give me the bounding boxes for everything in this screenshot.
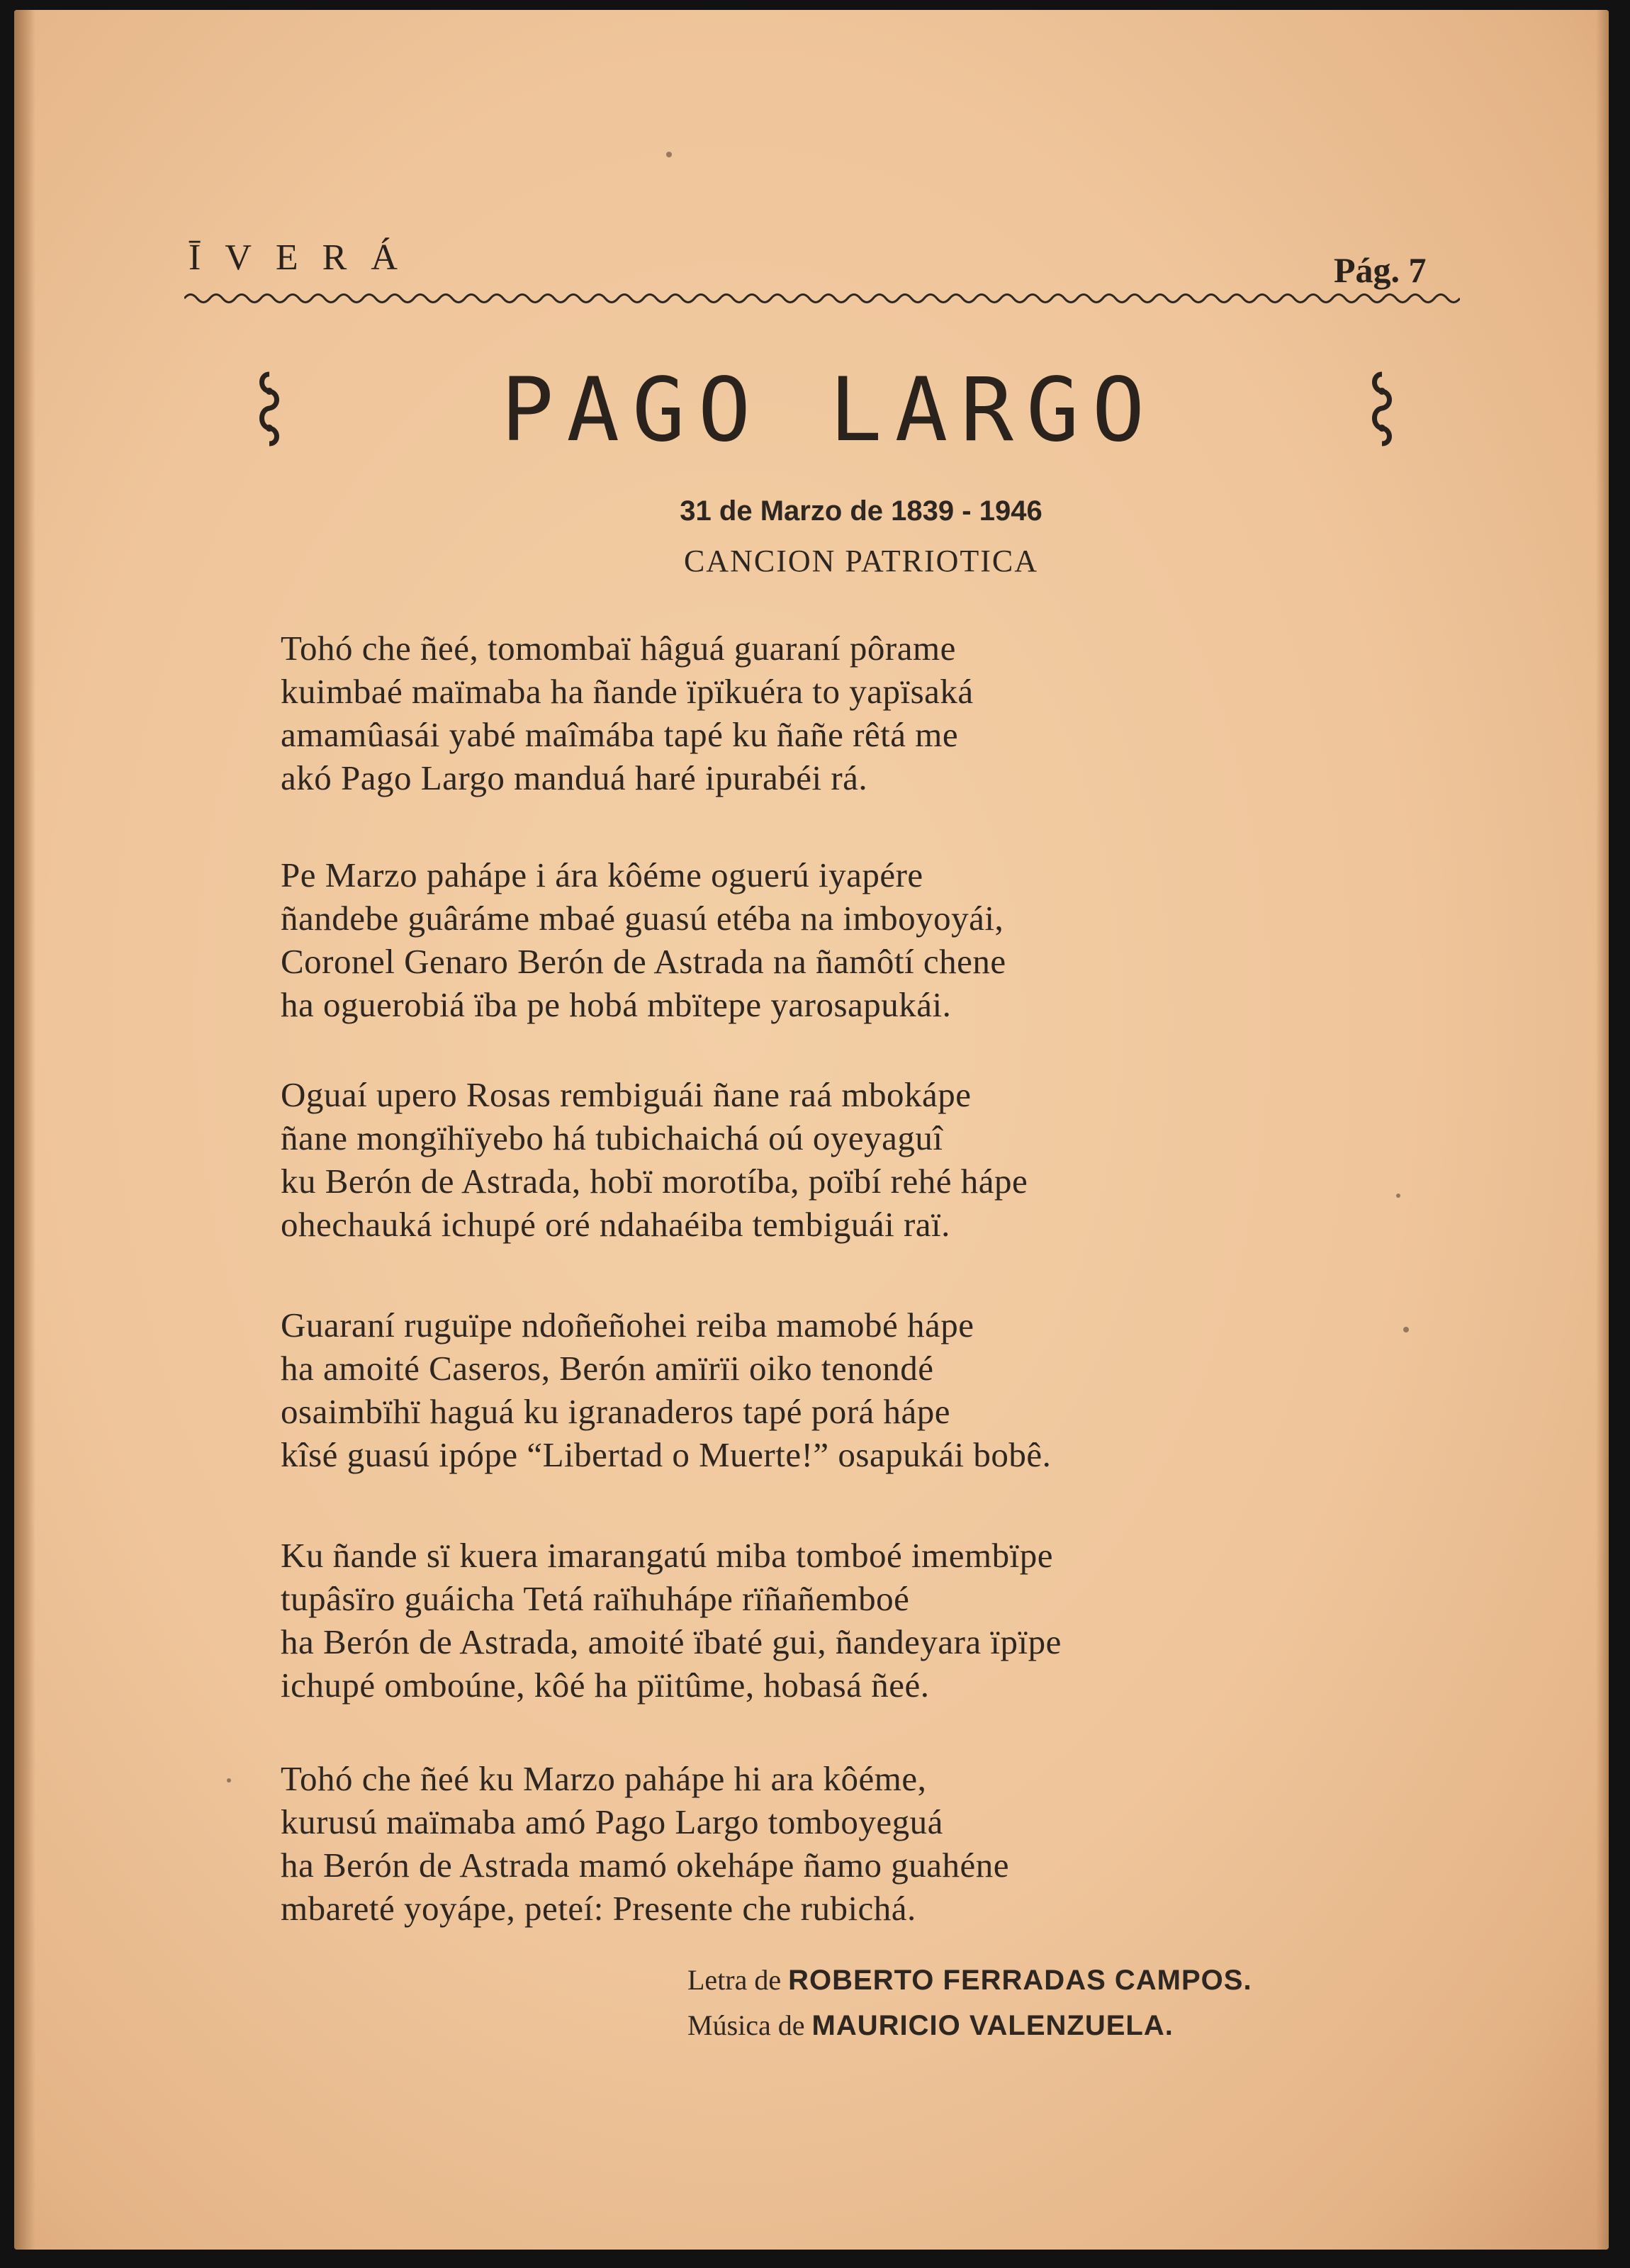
lyrics-credit [687, 1958, 1252, 2003]
verse-line: tupâsïro guáicha Tetá raïhuhápe rïñañemboé [281, 1579, 910, 1618]
verse-line: Pe Marzo paháре i ára kôéme oguerú iyapére [281, 855, 923, 894]
wavy-rule [184, 286, 1460, 310]
date-line: 31 de Marzo de 1839 - 1946 [680, 495, 1042, 527]
page-number: Pág. 7 [1334, 250, 1427, 290]
paper-speck [1403, 1327, 1409, 1332]
verse-line: akó Pago Largo manduá haré ipurabéi rá. [281, 758, 868, 797]
verse-line: Tohó che ñeé, tomombaï hâguá guaraní pôrame [281, 629, 956, 668]
verse-line: amamûasái yabé maîmába tapé ku ñañe rêtá me [281, 715, 959, 754]
verse-line: ohechauká ichupé oré ndahaéiba tembiguái raï. [281, 1205, 950, 1244]
verse-line: ha Berón de Astrada mamó okeháре ñamo guahéne [281, 1846, 1010, 1885]
stanza-4 [281, 1303, 1344, 1476]
stanza-3 [281, 1073, 1344, 1246]
page-edge-shadow [1596, 10, 1609, 2250]
right-ornament-icon [1368, 370, 1396, 448]
verse-line: Tohó che ñeé ku Marzo paháре hi ara kôéme, [281, 1759, 927, 1798]
song-subtitle: CANCION PATRIOTICA [683, 544, 1039, 578]
paper-speck [1396, 1194, 1400, 1198]
stanza-1 [281, 627, 1344, 799]
paper-speck [666, 152, 672, 157]
verse-line: ñane mongïhïyebo há tubichaichá oú oyeyaguî [281, 1118, 943, 1157]
verse-line: ku Berón de Astrada, hobï morotíba, poïbí rehé hápe [281, 1162, 1028, 1201]
stanza-5 [281, 1534, 1344, 1707]
verse-line: kîsé guasú ipópe “Libertad o Muerte!” osapukái bobê. [281, 1435, 1052, 1474]
verse-line: ha amoité Caseros, Berón amïrïi oiko tenondé [281, 1349, 934, 1388]
verse-line: mbareté yoyápe, peteí: Presente che rubichá. [281, 1889, 916, 1928]
music-credit [687, 2003, 1252, 2048]
verse-line: ichupé omboúne, kôé ha pïitûme, hobasá ñeé. [281, 1666, 930, 1705]
verse-line: Coronel Genaro Berón de Astrada na ñamôtí chene [281, 942, 1006, 981]
verse-line: Ku ñande sï kuera imarangatú miba tomboé imembïpe [281, 1536, 1053, 1575]
verse-line: kuimbaé maïmaba ha ñande ïpïkuéra to yapïsaká [281, 672, 974, 711]
verse-line: Guaraní ruguïpe ndoñeñohei reiba mamobé hápe [281, 1306, 974, 1344]
song-title: PAGO LARGO [500, 359, 1158, 461]
stanza-2 [281, 853, 1344, 1026]
lyrics-prefix: Letra de [687, 1964, 782, 1996]
verse-line: ha oguerobiá ïba pe hobá mbïtepe yarosapukái. [281, 985, 952, 1024]
paper-speck [227, 1778, 231, 1783]
verse-line: Oguaí upero Rosas rembiguái ñane raá mbokápe [281, 1075, 972, 1114]
stanza-6 [281, 1757, 1344, 1930]
running-title: ĪVERÁ [189, 237, 422, 278]
lyrics-author: ROBERTO FERRADAS CAMPOS. [788, 1965, 1252, 1996]
title-row [255, 359, 1403, 461]
left-ornament-icon [255, 370, 283, 448]
music-author: MAURICIO VALENZUELA. [811, 2010, 1174, 2041]
verse-line: ñandebe guâráme mbaé guasú etéba na imboyoyái, [281, 899, 1004, 938]
verse-line: kurusú maïmaba amó Pago Largo tomboyeguá [281, 1802, 943, 1841]
music-prefix: Música de [687, 2009, 805, 2041]
verse-line: osaimbïhï haguá ku igranaderos tapé porá hápe [281, 1392, 951, 1431]
book-page [14, 10, 1609, 2250]
page-binding-shadow [14, 10, 35, 2250]
credits [687, 1958, 1252, 2048]
verse-line: ha Berón de Astrada, amoité ïbaté gui, ñandeyara ïpïpe [281, 1622, 1062, 1661]
